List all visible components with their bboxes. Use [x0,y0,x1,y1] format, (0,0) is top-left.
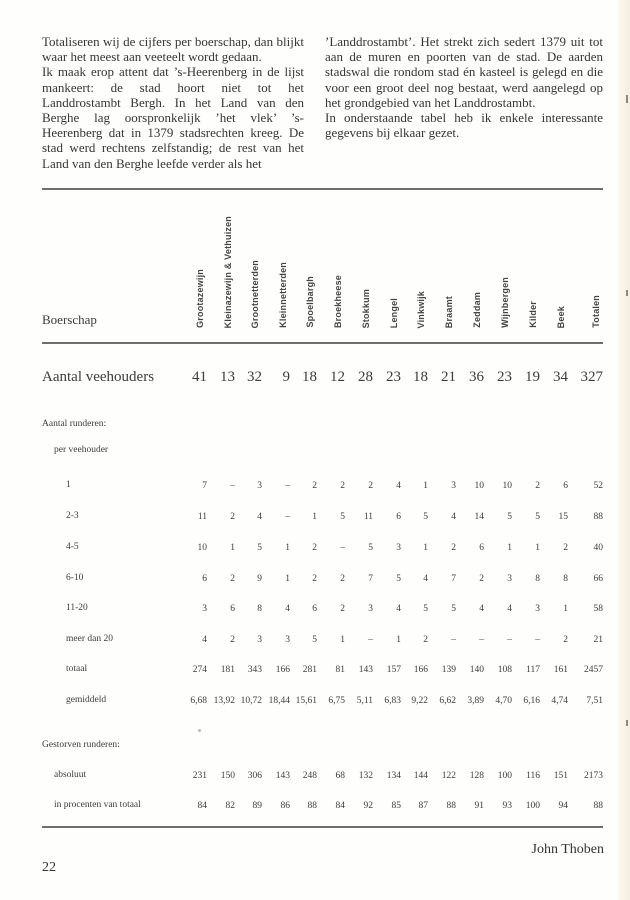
table-cell: 306 [247,771,262,781]
table-cell: 1 [535,543,540,553]
table-cell: 6 [230,604,235,614]
table-cell: 2 [563,543,568,553]
table-cell: 108 [497,665,512,675]
table-cell: 2 [451,543,456,553]
table-cell: 100 [497,771,512,781]
table-cell: 5 [423,604,428,614]
column-header: Totalen [591,295,601,328]
table-cell: – [535,635,540,645]
intro-right-column [325,34,603,140]
table-cell: 13,92 [213,696,235,706]
table-cell: 5 [368,543,373,553]
table-cell: 32 [247,369,262,385]
table-cell: – [507,635,512,645]
table-cell: 2 [563,635,568,645]
table-cell: 117 [526,665,540,675]
table-cell: 21 [593,635,603,645]
table-cell: 157 [386,665,401,675]
table-cell: – [340,543,345,553]
table-cell: 5,11 [356,696,373,706]
column-header: Grootazewijn [195,269,205,328]
edge-mark [626,95,628,103]
table-cell: 1 [423,543,428,553]
table-cell: 274 [192,665,207,675]
row-label: 1 [66,480,71,490]
table-cell: 18 [413,369,428,385]
table-cell: 4 [257,512,262,522]
table-cell: 84 [197,801,207,811]
table-cell: 3 [396,543,401,553]
table-cell: 85 [391,801,401,811]
table-cell: 23 [386,369,401,385]
edge-mark [626,720,628,726]
table-cell: 5 [535,512,540,522]
table-cell: 11 [197,512,207,522]
row-label: 4-5 [66,542,79,552]
table-cell: 116 [526,771,540,781]
table-cell: 2 [312,543,317,553]
table-cell: 2 [340,481,345,491]
table-cell: 91 [474,801,484,811]
table-cell: 82 [225,801,235,811]
table-bottom-rule [42,826,603,828]
table-cell: 5 [312,635,317,645]
table-cell: 4 [396,481,401,491]
column-header: Kleinazewijn & Vethuizen [223,215,233,328]
table-cell: 19 [525,369,540,385]
table-cell: 3 [535,604,540,614]
table-cell: 12 [330,369,345,385]
table-cell: 1 [507,543,512,553]
table-cell: 2 [230,635,235,645]
table-column-headers [0,190,630,338]
table-cell: 4 [451,512,456,522]
table-cell: 5 [423,512,428,522]
table-cell: 10 [197,543,207,553]
column-header: Spoelbargh [305,276,315,328]
row-header-label: Boerschap [42,312,97,327]
table-cell: 88 [593,801,603,811]
row-label: meer dan 20 [66,634,113,644]
table-cell: 2 [230,512,235,522]
row-label: absoluut [54,770,87,780]
table-cell: 15,61 [295,696,317,706]
table-cell: – [230,481,235,491]
intro-paragraph: In onderstaande tabel heb ik enkele interessante gegevens bij elkaar gezet. [325,110,603,141]
table-cell: – [285,481,290,491]
table-cell: – [285,512,290,522]
table-cell: 2173 [584,771,603,781]
table-cell: – [479,635,484,645]
column-header: Braamt [444,295,454,328]
table-cell: 6 [396,512,401,522]
table-cell: 88 [307,801,317,811]
row-label: 2-3 [66,511,79,521]
table-cell: 21 [441,369,456,385]
page-edge [618,0,630,900]
table-cell: 1 [285,574,290,584]
table-cell: 8 [257,604,262,614]
table-cell: 181 [220,665,235,675]
row-label: Aantal veehouders [42,369,155,385]
table-cell: 2 [479,574,484,584]
row-label: 6-10 [66,573,84,583]
row-label: 11-20 [66,603,88,613]
table-cell: 166 [275,665,290,675]
row-label: per veehouder [54,445,109,455]
column-header: Grootnetterden [250,259,260,328]
table-cell: 11 [363,512,373,522]
table-cell: 5 [507,512,512,522]
table-cell: 143 [275,771,290,781]
author-name: John Thoben [531,842,604,857]
table-cell: 40 [593,543,603,553]
table-cell: 7,51 [586,696,603,706]
table-cell: 2 [340,604,345,614]
table-cell: 139 [441,665,456,675]
table-cell: 6,62 [439,696,456,706]
table-cell: 151 [553,771,568,781]
table-cell: 5 [340,512,345,522]
table-cell: 1 [285,543,290,553]
table-cell: 18,44 [268,696,290,706]
table-cell: 1 [340,635,345,645]
table-cell: 140 [469,665,484,675]
table-cell: 88 [593,512,603,522]
table-cell: 93 [502,801,512,811]
table-cell: 92 [363,801,373,811]
table-cell: 2 [230,574,235,584]
table-cell: 8 [535,574,540,584]
table-cell: 10 [502,481,512,491]
table-cell: 1 [230,543,235,553]
table-cell: 166 [413,665,428,675]
table-cell: 144 [413,771,428,781]
table-cell: 3 [202,604,207,614]
table-cell: 94 [558,801,568,811]
column-header: Wijnbergen [500,277,510,328]
table-cell: 161 [553,665,568,675]
table-cell: 81 [335,665,345,675]
intro-paragraph: ’Landdrostambt’. Het strekt zich sedert 1379 uit tot aan de muren en poorten van de stad. De aarden stadswal die rondom stad én kasteel is gelegd en die voor een groot deel nog bestaat, werd aangelegd op het grondgebied van het Landdrostambt. [325,34,603,110]
intro-paragraph: Ik maak erop attent dat ’s-Heerenberg in de lijst mankeert: de stad hoort niet tot het Landdrostambt Bergh. In het Land van den Berghe lag oorspronkelijk ’het vlek’ ’s-Heerenberg dat in 1379 stadsrechten kreeg. De stad werd rechtens zelfstandig; de rest van het Land van den Berghe leefde verder als het [42,64,304,171]
table-cell: 34 [553,369,568,385]
table-cell: 52 [593,481,603,491]
table-cell: 6 [479,543,484,553]
table-cell: 1 [396,635,401,645]
table-cell: 28 [358,369,373,385]
table-cell: 100 [525,801,540,811]
table-cell: 4 [479,604,484,614]
table-cell: 15 [558,512,568,522]
table-cell: 1 [423,481,428,491]
table-cell: 5 [396,574,401,584]
table-cell: 3 [257,635,262,645]
table-cell: 3 [257,481,262,491]
table-cell: 6,16 [523,696,540,706]
table-cell: 2457 [584,665,603,675]
table-cell: 150 [220,771,235,781]
table-cell: 13 [220,369,235,385]
table-cell: 68 [335,771,345,781]
column-header: Kilder [528,301,538,328]
table-cell: 10 [474,481,484,491]
table-cell: 281 [302,665,317,675]
table-cell: 41 [192,369,207,385]
table-cell: 18 [302,369,317,385]
table-cell: 2 [423,635,428,645]
table-cell: 6,68 [190,696,207,706]
row-label: in procenten van totaal [54,800,141,810]
table-cell: 3 [285,635,290,645]
table-cell: 134 [386,771,401,781]
table-cell: 248 [302,771,317,781]
table-cell: 4 [507,604,512,614]
table-cell: 343 [247,665,262,675]
table-cell: 143 [358,665,373,675]
table-cell: 36 [469,369,484,385]
table-cell: 4 [396,604,401,614]
table-cell: 3 [368,604,373,614]
table-cell: 2 [312,481,317,491]
table-cell: 3,89 [467,696,484,706]
table-cell: 4 [423,574,428,584]
table-cell: 7 [451,574,456,584]
column-header: Vinkwijk [416,290,426,328]
table-cell: 132 [358,771,373,781]
column-header: Kleinnetterden [278,262,288,328]
table-cell: 231 [192,771,207,781]
column-header: Broekheese [333,274,343,328]
table-cell: 128 [469,771,484,781]
table-cell: 8 [563,574,568,584]
table-cell: 3 [451,481,456,491]
row-label: totaal [66,664,88,674]
row-label: Aantal runderen: [42,419,107,429]
table-cell: 4,70 [495,696,512,706]
table-cell: 58 [593,604,603,614]
table-cell: 87 [418,801,428,811]
column-header: Zeddam [472,292,482,328]
page-number: 22 [42,860,56,875]
table-cell: 1 [563,604,568,614]
table-cell: – [451,635,456,645]
table-cell: 4,74 [551,696,568,706]
table-cell: 23 [497,369,512,385]
row-label: Gestorven runderen: [42,740,120,750]
table-cell: 66 [593,574,603,584]
table-cell: 6 [312,604,317,614]
table-cell: 6,75 [328,696,345,706]
table-cell: 2 [368,481,373,491]
table-cell: 122 [441,771,456,781]
table-cell: 5 [257,543,262,553]
table-cell: 5 [451,604,456,614]
table-cell: 3 [507,574,512,584]
table-cell: 14 [474,512,484,522]
column-header: Stokkum [361,288,371,328]
table-cell: 4 [285,604,290,614]
table-cell: 6 [563,481,568,491]
table-cell: 327 [580,369,603,385]
table-cell: 7 [368,574,373,584]
table-cell: 89 [252,801,262,811]
table-cell: 6,83 [384,696,401,706]
table-cell: 88 [446,801,456,811]
intro-paragraph: Totaliseren wij de cijfers per boerschap, dan blijkt waar het meest aan veeteelt wordt gedaan. [42,34,304,65]
column-header: Beek [556,305,566,328]
column-header: Lengel [389,297,399,328]
table-cell: 6 [202,574,207,584]
speck [198,729,201,732]
intro-left-column [42,34,304,171]
table-cell: 7 [202,481,207,491]
table-cell: 10,72 [240,696,262,706]
table-cell: 9 [257,574,262,584]
table-cell: 1 [312,512,317,522]
table-cell: 2 [535,481,540,491]
table-cell: – [368,635,373,645]
table-header-rule [42,342,603,344]
table-cell: 86 [280,801,290,811]
table-cell: 9,22 [411,696,428,706]
table-cell: 4 [202,635,207,645]
row-label: gemiddeld [66,695,107,705]
table-cell: 2 [340,574,345,584]
table-cell: 9 [282,369,290,385]
table-cell: 2 [312,574,317,584]
table-cell: 84 [335,801,345,811]
